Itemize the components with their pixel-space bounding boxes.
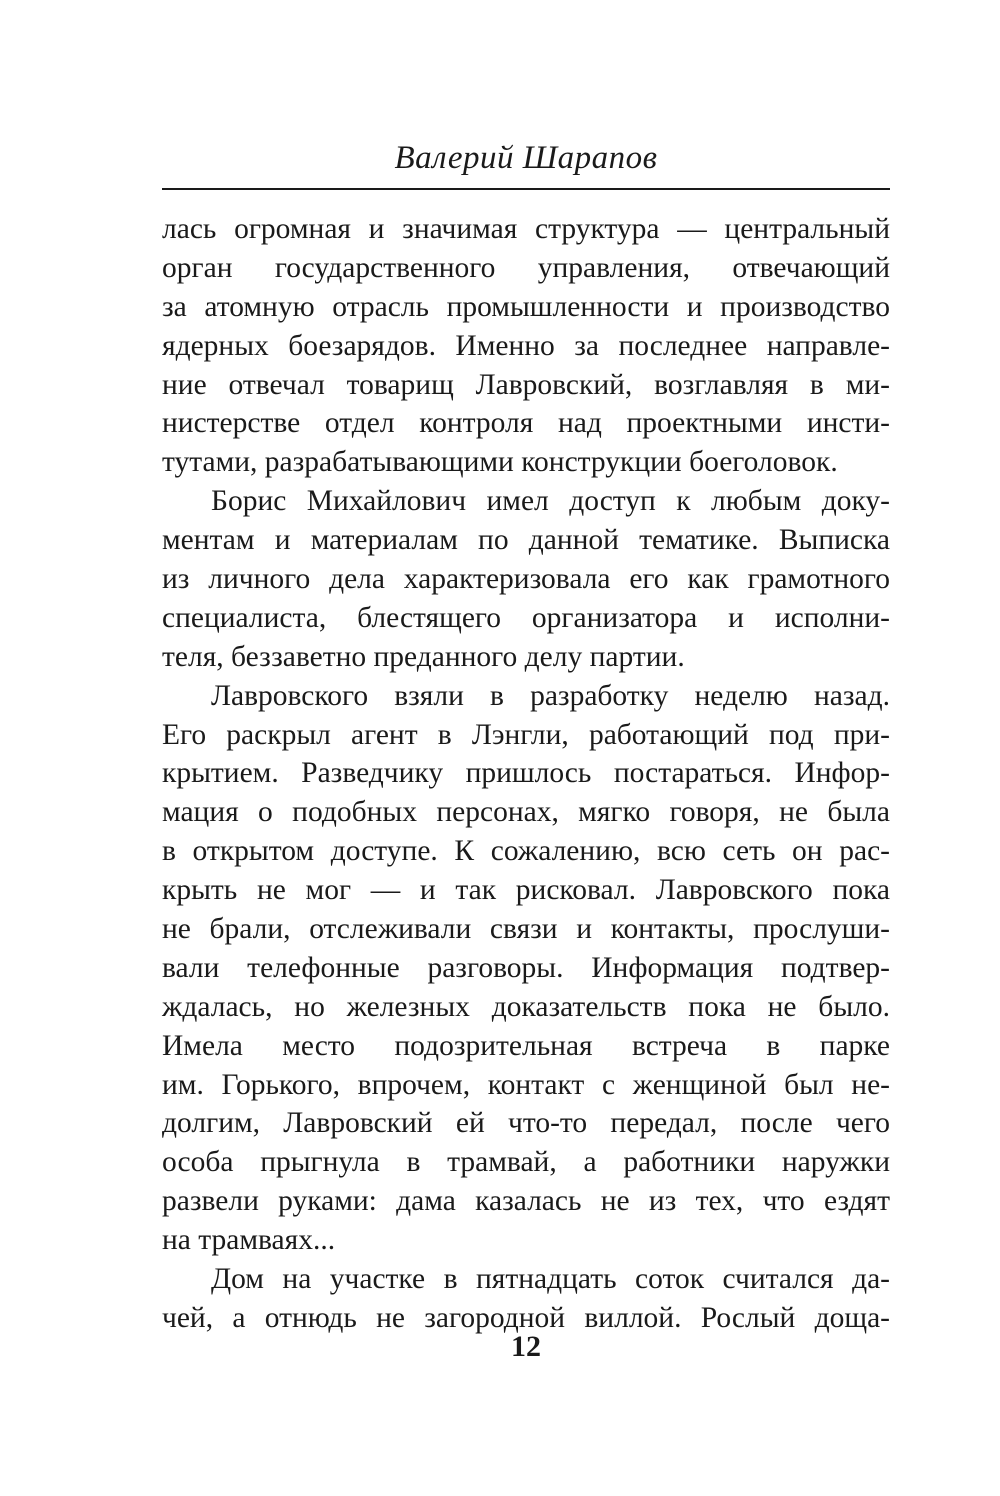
text-line: Лавровского взяли в разработку неделю назад. bbox=[211, 679, 890, 712]
text-line: ядерных боезарядов. Именно за последнее направле- bbox=[162, 329, 890, 362]
text-line: Имела место подозрительная встреча в парке bbox=[162, 1029, 890, 1062]
text-line: развели руками: дама казалась не из тех, что ездят bbox=[162, 1185, 890, 1218]
running-header-author: Валерий Шарапов bbox=[394, 140, 658, 176]
text-line: не брали, отслеживали связи и контакты, прослуши- bbox=[162, 913, 890, 946]
text-line: Борис Михайлович имел доступ к любым доку- bbox=[211, 485, 890, 518]
text-line: крытием. Разведчику пришлось постараться. Инфор- bbox=[162, 757, 890, 790]
text-line: нистерстве отдел контроля над проектными инсти- bbox=[162, 407, 890, 440]
text-line: лась огромная и значимая структура — центральный bbox=[162, 213, 890, 245]
text-line: им. Горького, впрочем, контакт с женщиной был не- bbox=[162, 1068, 890, 1101]
text-line: Его раскрыл агент в Лэнгли, работающий под при- bbox=[162, 718, 890, 751]
text-line: орган государственного управления, отвечающий bbox=[162, 251, 890, 284]
text-line: на трамваях... bbox=[162, 1224, 336, 1257]
text-line: в открытом доступе. К сожалению, всю сеть он рас- bbox=[162, 835, 890, 868]
text-line: долгим, Лавровский ей что-то передал, после чего bbox=[162, 1107, 890, 1140]
page-number: 12 bbox=[511, 1330, 541, 1363]
text-line: теля, беззаветно преданного делу партии. bbox=[162, 640, 685, 673]
text-line: ние отвечал товарищ Лавровский, возглавляя в ми- bbox=[162, 368, 890, 401]
text-line: особа прыгнула в трамвай, а работники наружки bbox=[162, 1146, 890, 1179]
text-line: специалиста, блестящего организатора и исполни- bbox=[162, 601, 890, 634]
text-line: Дом на участке в пятнадцать соток считался да- bbox=[211, 1263, 890, 1296]
body-text bbox=[162, 210, 890, 1338]
text-line: ментам и материалам по данной тематике. Выписка bbox=[162, 524, 890, 557]
text-line: мация о подобных персонах, мягко говоря, не была bbox=[162, 796, 890, 829]
text-line: тутами, разрабатывающими конструкции боеголовок. bbox=[162, 446, 838, 479]
text-line: из личного дела характеризовала его как грамотного bbox=[162, 563, 890, 596]
text-line: ждалась, но железных доказательств пока не было. bbox=[162, 990, 890, 1023]
header-rule bbox=[162, 188, 890, 190]
text-line: вали телефонные разговоры. Информация подтвер- bbox=[162, 951, 890, 984]
text-line: за атомную отрасль промышленности и производство bbox=[162, 290, 890, 323]
text-line: чей, а отнюдь не загородной виллой. Рослый доща- bbox=[162, 1301, 890, 1334]
text-line: крыть не мог — и так рисковал. Лавровского пока bbox=[162, 874, 890, 907]
